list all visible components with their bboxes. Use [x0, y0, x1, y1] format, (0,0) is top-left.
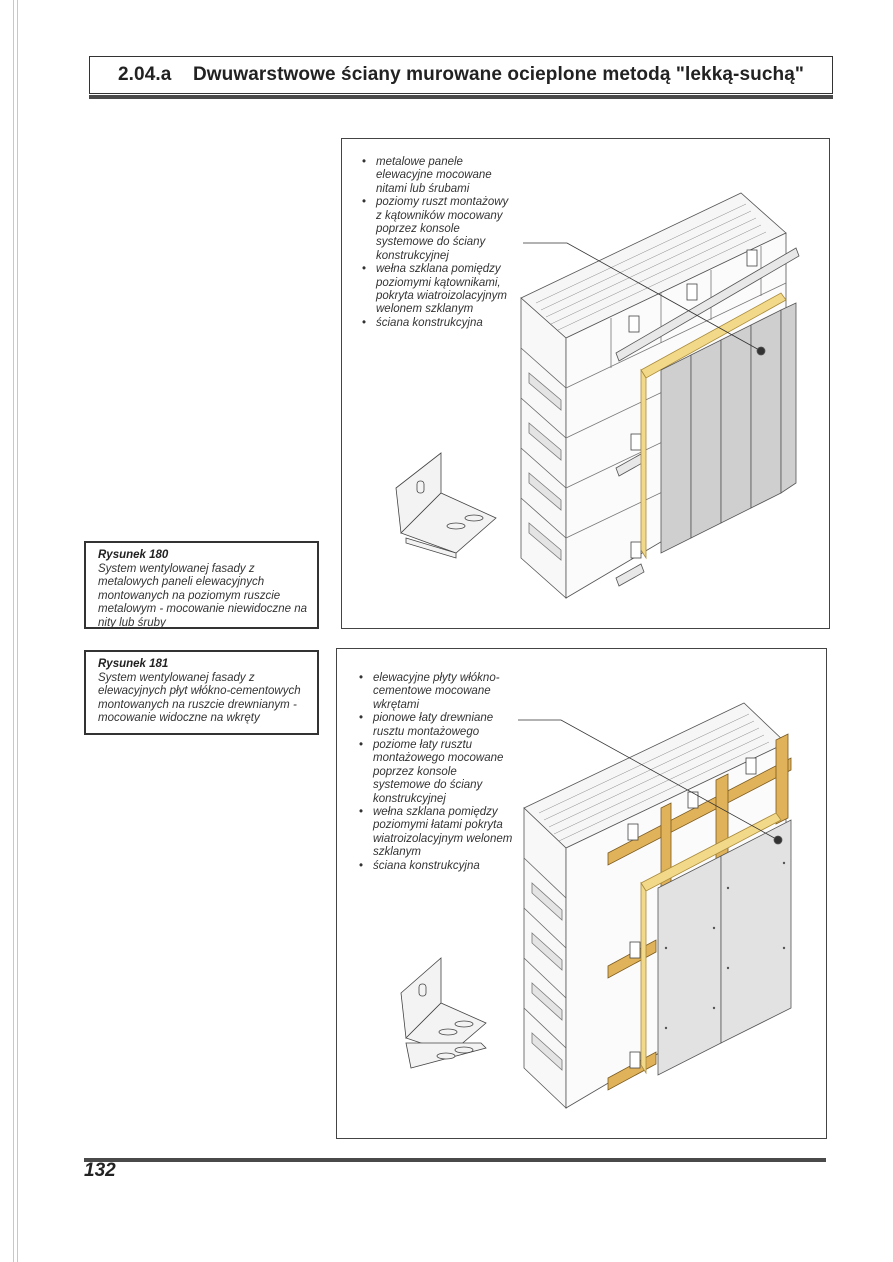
legend-item: • elewacyjne płyty włókno-cementowe mocowane wkrętami [357, 672, 517, 712]
section-title [118, 64, 804, 86]
caption-text: System wentylowanej fasady z metalowych paneli elewacyjnych montowanych na poziomym ruszcie metalowym - mocowanie niewidoczne na nity lub śruby [98, 562, 308, 629]
binding-line [13, 0, 14, 1262]
legend-item: • poziome łaty rusztu montażowego mocowane poprzez konsole systemowe do ściany konstrukcyjnej [357, 739, 517, 806]
legend-item: • ściana konstrukcyjna [360, 317, 510, 330]
legend-item: • pionowe łaty drewniane rusztu montażowego [357, 712, 517, 739]
footer-rule [84, 1158, 826, 1162]
section-header [89, 56, 833, 94]
caption-title: Rysunek 180 [98, 549, 169, 561]
header-rule [89, 95, 833, 99]
legend-item: • metalowe panele elewacyjne mocowane nitami lub śrubami [360, 156, 510, 196]
page-number: 132 [84, 1160, 116, 1181]
legend-item: • wełna szklana pomiędzy poziomymi kątownikami, pokryta wiatroizolacyjnym welonem szklanym [360, 263, 510, 317]
section-heading: Dwuwarstwowe ściany murowane ocieplone metodą "lekką-suchą" [192, 64, 804, 85]
caption-text: System wentylowanej fasady z elewacyjnych płyt włókno-cementowych montowanych na ruszcie drewnianym - mocowanie widoczne na wkręty [98, 671, 301, 724]
figure-180-drawing [341, 138, 830, 629]
legend-item: • ściana konstrukcyjna [357, 860, 517, 873]
legend-item: • wełna szklana pomiędzy poziomymi łatami pokryta wiatroizolacyjnym welonem szklanym [357, 806, 517, 860]
binding-line [17, 0, 18, 1262]
caption-title: Rysunek 181 [98, 658, 169, 670]
figure-181-caption [84, 650, 319, 735]
legend-item: • poziomy ruszt montażowy z kątowników mocowany poprzez konsole systemowe do ściany konstrukcyjnej [360, 196, 510, 263]
figure-180-caption [84, 541, 319, 629]
figure-181-drawing [336, 648, 827, 1139]
section-number: 2.04.a [118, 64, 172, 85]
